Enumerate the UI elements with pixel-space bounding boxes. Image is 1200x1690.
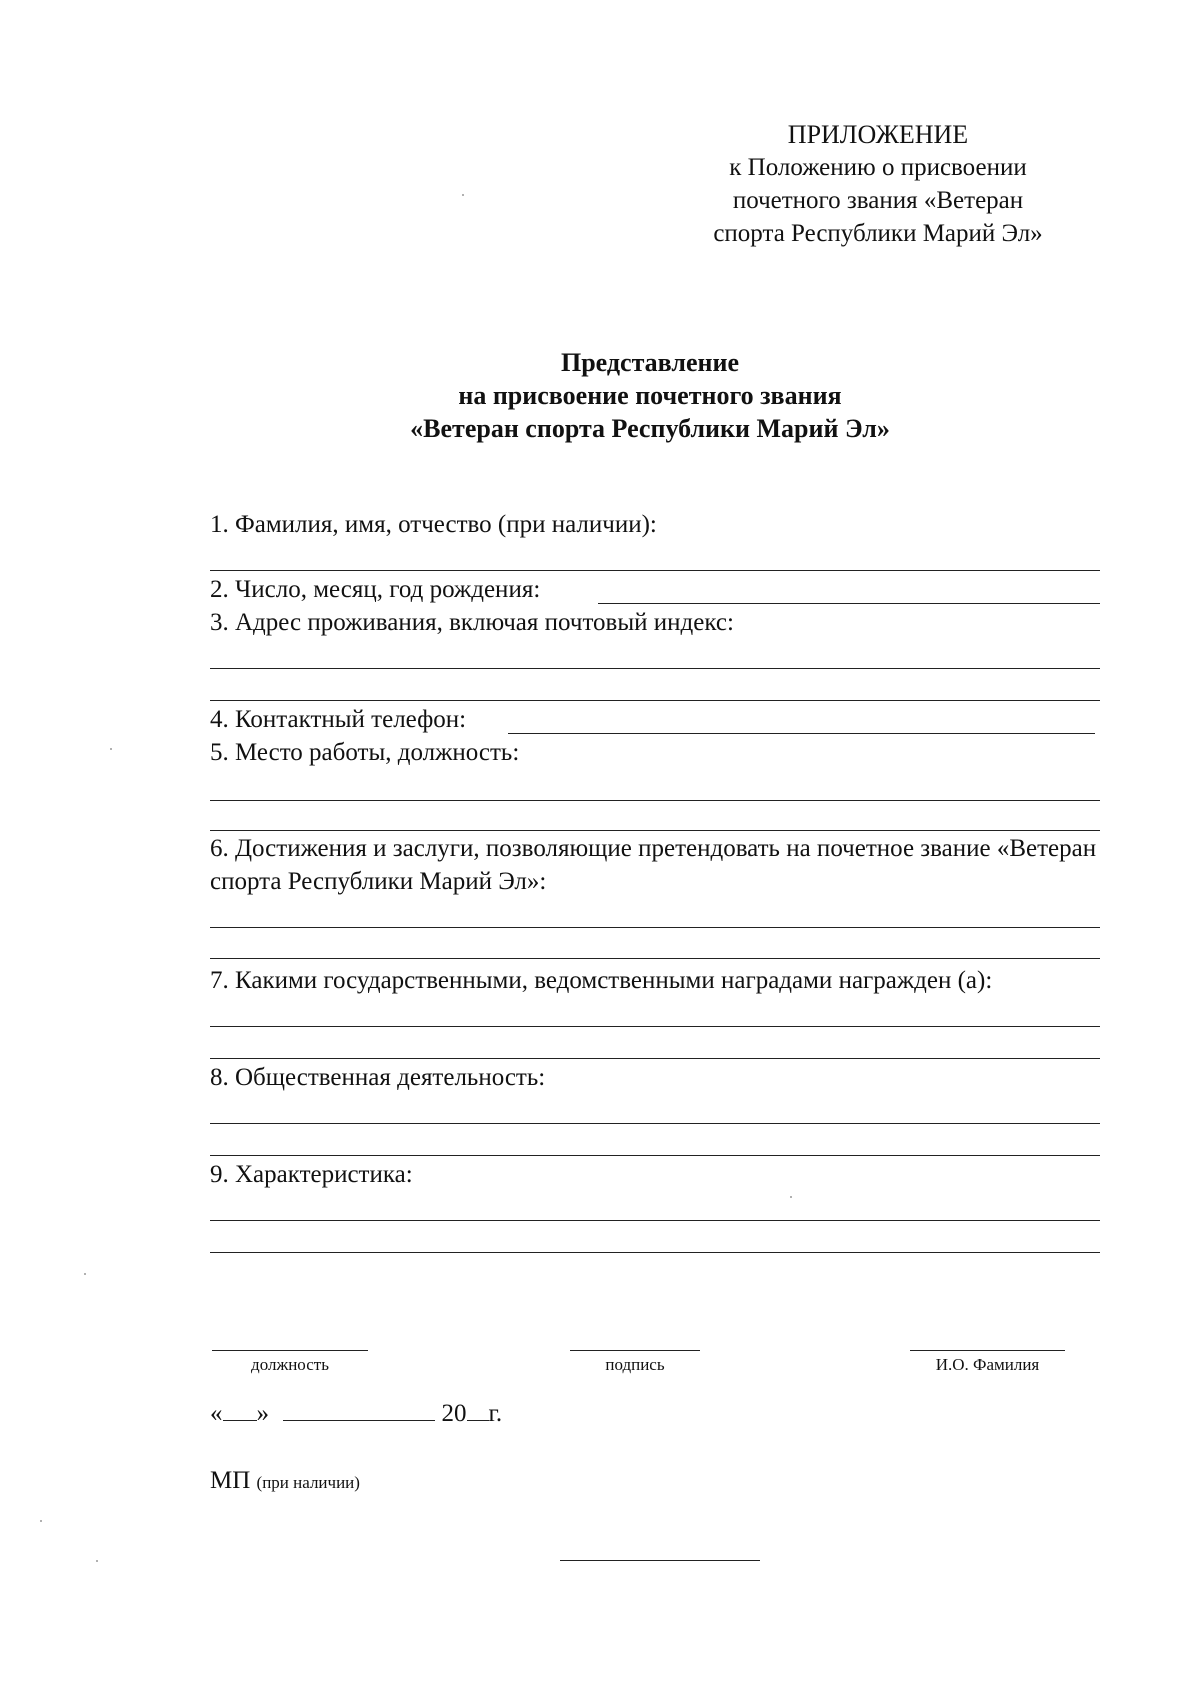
scan-speck (84, 1273, 86, 1275)
address-line-1[interactable] (210, 668, 1100, 669)
phone-line[interactable] (508, 733, 1095, 734)
workplace-line-2[interactable] (210, 830, 1100, 831)
public-activity-line-1[interactable] (210, 1123, 1100, 1124)
document-title (200, 346, 1100, 445)
field-label-phone: 4. Контактный телефон: (210, 706, 467, 733)
stamp-note: (при наличии) (256, 1473, 360, 1492)
scan-speck (790, 1196, 792, 1198)
stamp-label: МП (210, 1467, 251, 1494)
title-line-3: «Ветеран спорта Республики Марий Эл» (410, 414, 890, 443)
title-line-1: Представление (561, 348, 739, 377)
field-label-public-activity: 8. Общественная деятельность: (210, 1064, 546, 1091)
characteristic-line-2[interactable] (210, 1252, 1100, 1253)
awards-line-1[interactable] (210, 1026, 1100, 1027)
characteristic-line-1[interactable] (210, 1220, 1100, 1221)
date-open-quote: « (210, 1400, 223, 1427)
address-line-2[interactable] (210, 700, 1100, 701)
field-label-birth-date: 2. Число, месяц, год рождения: (210, 576, 541, 603)
year-blank[interactable] (467, 1398, 489, 1421)
field-label-achievements: 6. Достижения и заслуги, позволяющие претендовать на почетное звание «Ветеран спорта Республики Марий Эл»: (210, 835, 1097, 895)
name-caption: И.О. Фамилия (935, 1355, 1040, 1374)
field-label-characteristic: 9. Характеристика: (210, 1161, 413, 1188)
name-signature-line[interactable] (910, 1350, 1065, 1351)
date-close-quote: » (256, 1400, 269, 1427)
signature-caption: подпись (605, 1355, 665, 1374)
position-signature-line[interactable] (212, 1350, 368, 1351)
field-label-awards: 7. Какими государственными, ведомственными наградами награжден (а): (210, 967, 993, 994)
appendix-block (668, 118, 1088, 250)
birth-date-line[interactable] (598, 603, 1100, 604)
appendix-heading: ПРИЛОЖЕНИЕ (787, 120, 969, 149)
signature-line[interactable] (570, 1350, 700, 1351)
title-line-2: на присвоение почетного звания (458, 381, 842, 410)
date-line (210, 1398, 502, 1428)
full-name-line[interactable] (210, 570, 1100, 571)
scan-speck (462, 194, 464, 196)
appendix-line-3: спорта Республики Марий Эл» (713, 220, 1043, 247)
public-activity-line-2[interactable] (210, 1155, 1100, 1156)
awards-line-2[interactable] (210, 1058, 1100, 1059)
year-prefix: 20 (441, 1400, 467, 1427)
field-label-workplace: 5. Место работы, должность: (210, 739, 520, 766)
field-label-address: 3. Адрес проживания, включая почтовый индекс: (210, 609, 734, 636)
month-blank[interactable] (283, 1398, 435, 1421)
achievements-line-1[interactable] (210, 927, 1100, 928)
position-caption: должность (251, 1355, 329, 1374)
field-label-full-name: 1. Фамилия, имя, отчество (при наличии): (210, 511, 657, 538)
appendix-line-1: к Положению о присвоении (729, 154, 1027, 181)
appendix-line-2: почетного звания «Ветеран (732, 187, 1024, 214)
achievements-line-2[interactable] (210, 958, 1100, 959)
bottom-separator (560, 1560, 760, 1561)
stamp-placeholder (210, 1467, 360, 1495)
year-suffix: г. (488, 1400, 503, 1427)
day-blank[interactable] (223, 1398, 257, 1421)
scan-speck (96, 1560, 98, 1562)
scan-speck (40, 1520, 42, 1522)
scan-speck (110, 748, 112, 750)
workplace-line-1[interactable] (210, 800, 1100, 801)
